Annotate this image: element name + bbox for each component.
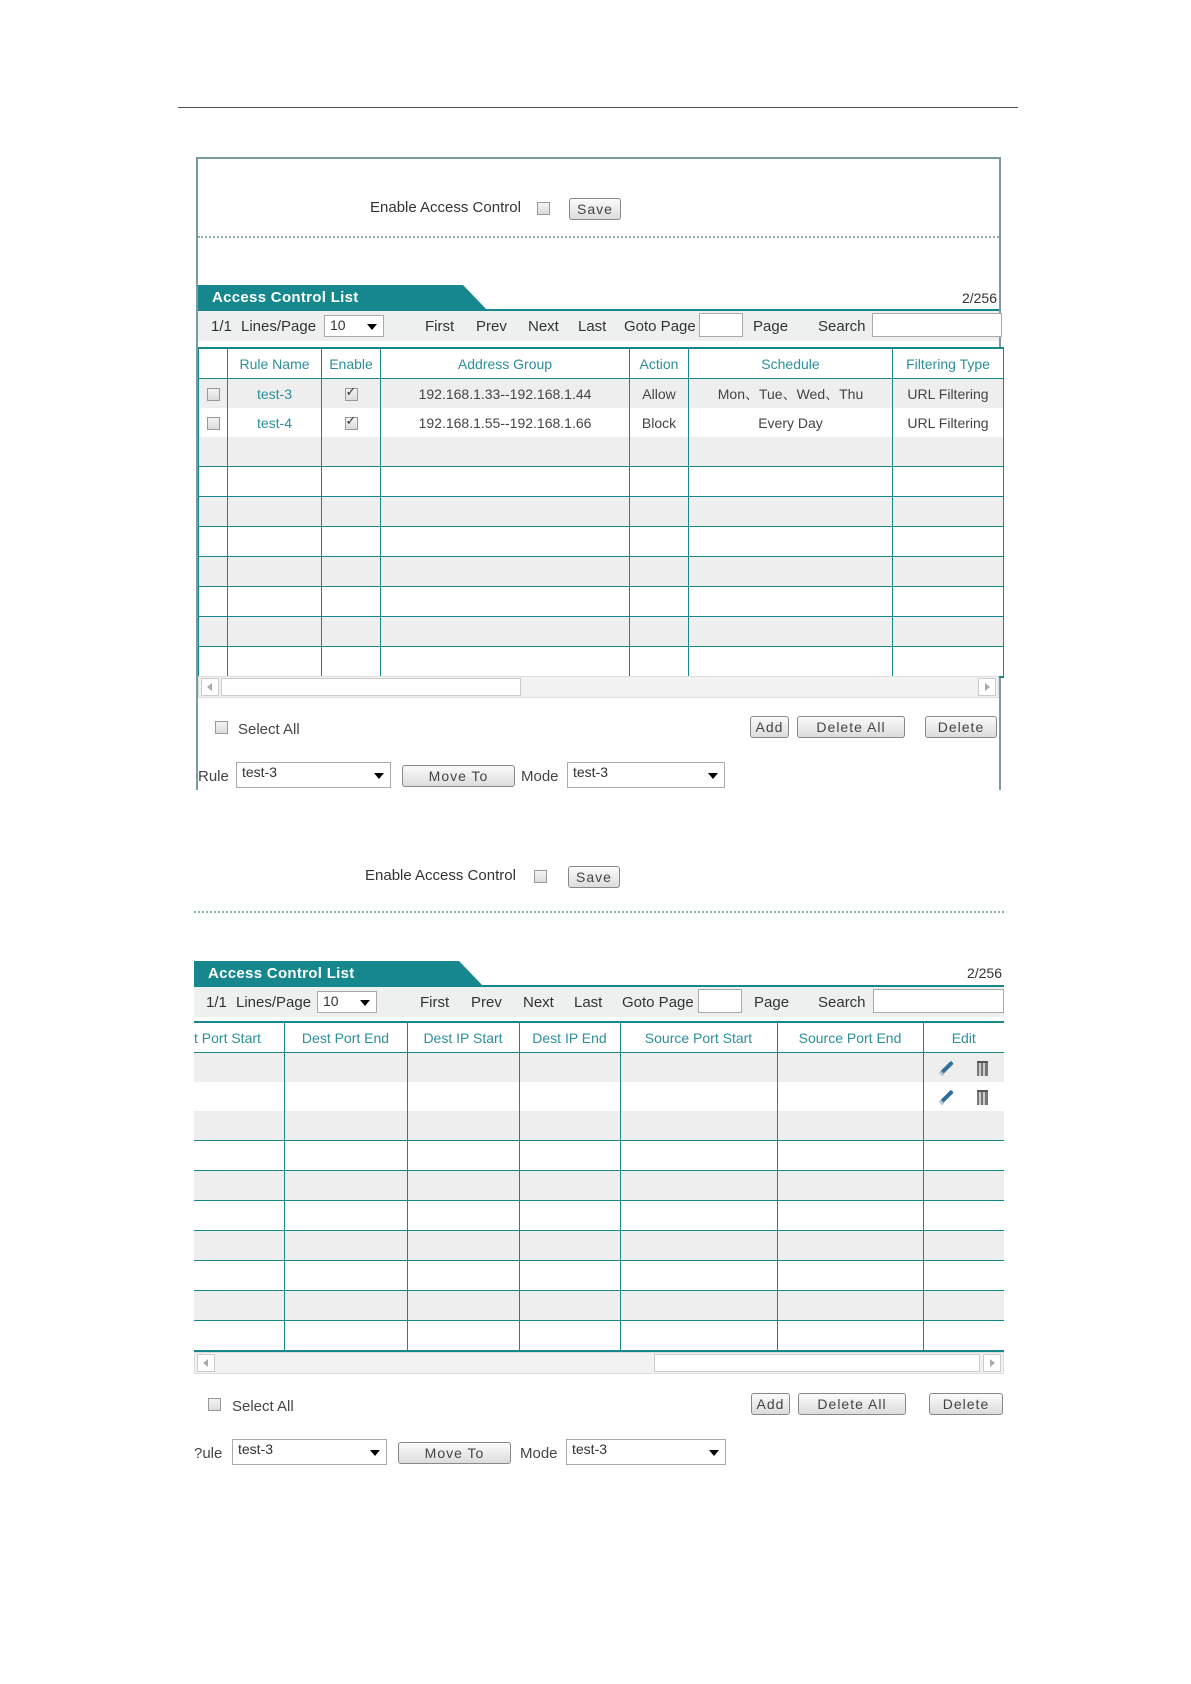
table-row-empty bbox=[194, 1141, 1004, 1171]
col-schedule[interactable]: Schedule bbox=[689, 348, 893, 379]
lines-per-page-label: Lines/Page bbox=[241, 318, 317, 335]
move-to-button[interactable]: Move To bbox=[398, 1442, 511, 1464]
delete-all-button[interactable]: Delete All bbox=[797, 716, 905, 738]
row-select-checkbox[interactable] bbox=[207, 417, 220, 430]
page-label: Page bbox=[753, 318, 789, 335]
rule-select-value: test-3 bbox=[242, 764, 278, 780]
enable-access-control-label: Enable Access Control bbox=[365, 867, 516, 884]
col-dest-ip-end[interactable]: Dest IP End bbox=[519, 1022, 620, 1053]
first-link[interactable]: First bbox=[425, 318, 455, 335]
select-all-checkbox[interactable] bbox=[215, 721, 228, 734]
rule-select[interactable] bbox=[236, 762, 391, 788]
schedule: Every Day bbox=[689, 408, 893, 437]
delete-button[interactable]: Delete bbox=[925, 716, 997, 738]
table-row[interactable] bbox=[194, 1053, 1004, 1083]
page-of: 1/1 bbox=[206, 994, 227, 1011]
access-control-panel-1 bbox=[196, 157, 1001, 790]
rule-count: 2/256 bbox=[961, 290, 997, 306]
filtering-type: URL Filtering bbox=[893, 379, 1004, 409]
enable-access-control-row bbox=[198, 194, 999, 224]
rule-enable-checkbox[interactable] bbox=[345, 388, 358, 401]
acl-title-tab bbox=[198, 285, 490, 311]
search-input[interactable] bbox=[873, 989, 1004, 1013]
chevron-down-icon bbox=[360, 1000, 370, 1006]
edit-pencil-icon[interactable] bbox=[938, 1060, 954, 1076]
enable-access-control-checkbox[interactable] bbox=[537, 202, 550, 215]
col-address-group[interactable]: Address Group bbox=[381, 348, 630, 379]
table-header-row bbox=[194, 1022, 1004, 1053]
next-link[interactable]: Next bbox=[523, 994, 554, 1011]
enable-access-control-checkbox[interactable] bbox=[534, 870, 547, 883]
enable-access-control-label: Enable Access Control bbox=[370, 199, 521, 216]
search-label: Search bbox=[818, 318, 866, 335]
scroll-left-icon[interactable] bbox=[201, 678, 219, 696]
page-top-rule bbox=[178, 107, 1018, 108]
goto-page-label: Goto Page bbox=[624, 318, 696, 335]
prev-link[interactable]: Prev bbox=[476, 318, 507, 335]
lines-per-page-label: Lines/Page bbox=[236, 994, 312, 1011]
pagination-bar bbox=[198, 311, 999, 341]
delete-all-button[interactable]: Delete All bbox=[798, 1393, 906, 1415]
chevron-down-icon bbox=[708, 773, 718, 779]
save-button[interactable]: Save bbox=[568, 866, 620, 888]
col-action[interactable]: Action bbox=[630, 348, 689, 379]
rule-select-value: test-3 bbox=[238, 1441, 274, 1457]
select-all-label: Select All bbox=[238, 721, 300, 738]
table-header-row bbox=[199, 348, 1004, 379]
last-link[interactable]: Last bbox=[578, 318, 607, 335]
horizontal-scrollbar[interactable] bbox=[198, 676, 999, 698]
lines-per-page-value: 10 bbox=[330, 317, 346, 333]
save-button[interactable]: Save bbox=[569, 198, 621, 220]
table-row-empty bbox=[199, 557, 1004, 587]
acl-title-tab bbox=[194, 961, 486, 987]
col-dest-port-end[interactable]: Dest Port End bbox=[284, 1022, 407, 1053]
rule-select[interactable] bbox=[232, 1439, 387, 1465]
pagination-bar bbox=[194, 987, 1004, 1017]
address-group: 192.168.1.33--192.168.1.44 bbox=[381, 379, 630, 409]
col-dest-ip-start[interactable]: Dest IP Start bbox=[407, 1022, 519, 1053]
rule-name[interactable]: test-3 bbox=[228, 379, 322, 409]
scroll-left-icon[interactable] bbox=[197, 1354, 215, 1372]
select-all-checkbox[interactable] bbox=[208, 1398, 221, 1411]
row-select-checkbox[interactable] bbox=[207, 388, 220, 401]
table-row-empty bbox=[199, 587, 1004, 617]
goto-page-label: Goto Page bbox=[622, 994, 694, 1011]
add-button[interactable]: Add bbox=[750, 716, 789, 738]
mode-select[interactable] bbox=[566, 1439, 726, 1465]
table-row-empty bbox=[194, 1111, 1004, 1141]
table-row-empty bbox=[199, 437, 1004, 467]
chevron-down-icon bbox=[709, 1450, 719, 1456]
table-row[interactable] bbox=[199, 379, 1004, 409]
mode-select[interactable] bbox=[567, 762, 725, 788]
goto-page-input[interactable] bbox=[699, 313, 743, 337]
table-row-empty bbox=[194, 1261, 1004, 1291]
delete-trash-icon[interactable] bbox=[977, 1090, 988, 1105]
col-rule-name[interactable]: Rule Name bbox=[228, 348, 322, 379]
chevron-down-icon bbox=[374, 773, 384, 779]
rule-name[interactable]: test-4 bbox=[228, 408, 322, 437]
col-enable[interactable]: Enable bbox=[322, 348, 381, 379]
action: Block bbox=[630, 408, 689, 437]
col-source-port-start[interactable]: Source Port Start bbox=[620, 1022, 777, 1053]
lines-per-page-value: 10 bbox=[323, 993, 339, 1009]
col-dest-port-start[interactable]: t Port Start bbox=[194, 1022, 284, 1053]
col-filtering-type[interactable]: Filtering Type bbox=[893, 348, 1004, 379]
edit-pencil-icon[interactable] bbox=[938, 1089, 954, 1105]
select-all-label: Select All bbox=[232, 1398, 294, 1415]
mode-label: Mode bbox=[521, 768, 559, 785]
col-source-port-end[interactable]: Source Port End bbox=[777, 1022, 923, 1053]
table-row-empty bbox=[194, 1291, 1004, 1321]
delete-button[interactable]: Delete bbox=[929, 1393, 1003, 1415]
next-link[interactable]: Next bbox=[528, 318, 559, 335]
search-label: Search bbox=[818, 994, 866, 1011]
table-row[interactable] bbox=[199, 408, 1004, 437]
acl-table bbox=[198, 347, 1004, 678]
prev-link[interactable]: Prev bbox=[471, 994, 502, 1011]
chevron-down-icon bbox=[367, 324, 377, 330]
table-row-empty bbox=[194, 1171, 1004, 1201]
enable-access-control-row bbox=[194, 862, 1004, 892]
page-label: Page bbox=[754, 994, 790, 1011]
horizontal-scrollbar[interactable] bbox=[194, 1352, 1004, 1374]
mode-select-value: test-3 bbox=[573, 764, 609, 780]
lines-per-page-select[interactable] bbox=[324, 315, 384, 337]
table-row-empty bbox=[199, 647, 1004, 678]
rule-label: Rule bbox=[198, 768, 229, 785]
delete-trash-icon[interactable] bbox=[977, 1061, 988, 1076]
dotted-divider bbox=[194, 911, 1004, 913]
col-edit: Edit bbox=[923, 1022, 1004, 1053]
move-to-button[interactable]: Move To bbox=[402, 765, 515, 787]
goto-page-input[interactable] bbox=[698, 989, 742, 1013]
address-group: 192.168.1.55--192.168.1.66 bbox=[381, 408, 630, 437]
acl-title: Access Control List bbox=[208, 965, 355, 982]
table-row[interactable] bbox=[194, 1082, 1004, 1111]
rule-count: 2/256 bbox=[966, 965, 1002, 981]
schedule: Mon、Tue、Wed、Thu bbox=[689, 379, 893, 409]
last-link[interactable]: Last bbox=[574, 994, 603, 1011]
scroll-thumb[interactable] bbox=[221, 678, 521, 696]
table-row-empty bbox=[199, 617, 1004, 647]
filtering-type: URL Filtering bbox=[893, 408, 1004, 437]
add-button[interactable]: Add bbox=[751, 1393, 790, 1415]
scroll-right-icon[interactable] bbox=[983, 1354, 1001, 1372]
action: Allow bbox=[630, 379, 689, 409]
table-row-empty bbox=[199, 497, 1004, 527]
scroll-right-icon[interactable] bbox=[978, 678, 996, 696]
search-input[interactable] bbox=[872, 313, 1002, 337]
col-select bbox=[199, 348, 228, 379]
rule-enable-checkbox[interactable] bbox=[345, 417, 358, 430]
mode-label: Mode bbox=[520, 1445, 558, 1462]
page-of: 1/1 bbox=[211, 318, 232, 335]
lines-per-page-select[interactable] bbox=[317, 991, 377, 1013]
table-row-empty bbox=[194, 1201, 1004, 1231]
chevron-down-icon bbox=[370, 1450, 380, 1456]
table-row-empty bbox=[199, 527, 1004, 557]
dotted-divider bbox=[198, 236, 999, 238]
first-link[interactable]: First bbox=[420, 994, 450, 1011]
acl-title: Access Control List bbox=[212, 289, 359, 306]
table-row-empty bbox=[199, 467, 1004, 497]
access-control-panel-2 bbox=[194, 858, 1004, 1478]
rule-label: ?ule bbox=[194, 1445, 223, 1462]
acl-table-scrolled bbox=[194, 1021, 1004, 1352]
table-row-empty bbox=[194, 1321, 1004, 1352]
mode-select-value: test-3 bbox=[572, 1441, 608, 1457]
scroll-thumb[interactable] bbox=[654, 1354, 980, 1372]
table-row-empty bbox=[194, 1231, 1004, 1261]
